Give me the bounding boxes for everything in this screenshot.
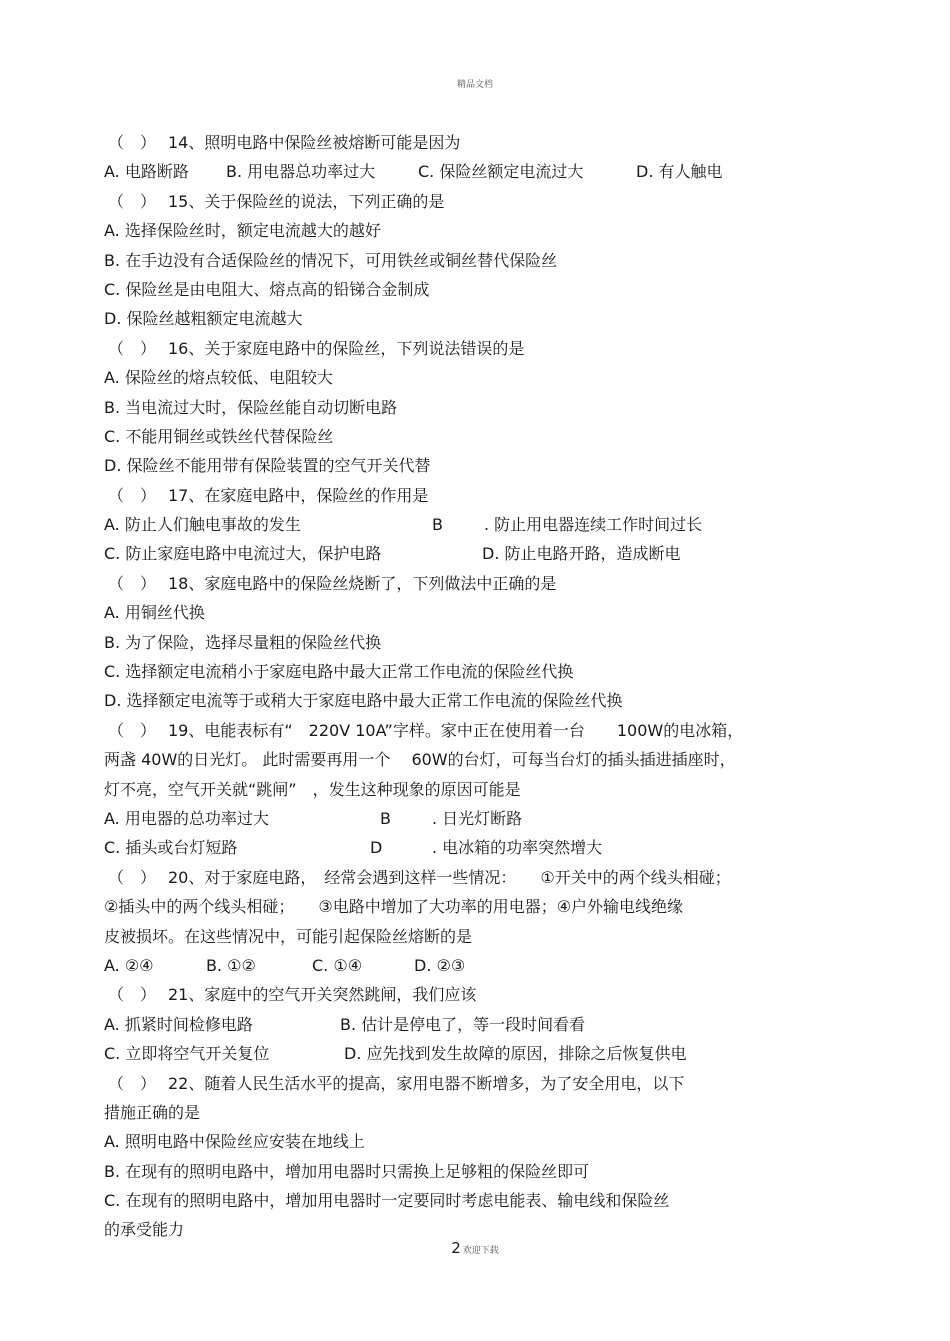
option-row [104, 1010, 824, 1039]
option-text: B [432, 515, 443, 535]
text-line: C. 不能用铜丝或铁丝代替保险丝 [104, 426, 334, 446]
option-row [104, 951, 824, 980]
question-text: 17、在家庭电路中，保险丝的作用是 [168, 485, 429, 505]
text-line: A. 用铜丝代换 [104, 603, 205, 623]
question-stem [104, 481, 824, 510]
text-line: D. 选择额定电流等于或稍大于家庭电路中最大正常工作电流的保险丝代换 [104, 691, 623, 711]
option-row [104, 1039, 824, 1068]
option-text: D. 有人触电 [636, 162, 723, 182]
option-text: A. 电路断路 [104, 162, 189, 182]
question-text: 16、关于家庭电路中的保险丝，下列说法错误的是 [168, 338, 525, 358]
question-stem [104, 716, 824, 745]
option-text: D. 防止电路开路，造成断电 [482, 544, 681, 564]
text-line: C. 选择额定电流稍小于家庭电路中最大正常工作电流的保险丝代换 [104, 662, 574, 682]
text-line: C. 在现有的照明电路中，增加用电器时一定要同时考虑电能表、输电线和保险丝 [104, 1191, 670, 1211]
option-text: A. 抓紧时间检修电路 [104, 1014, 253, 1034]
question-stem [104, 863, 824, 892]
page-footer [0, 1239, 950, 1257]
text-line: 措施正确的是 [104, 1102, 201, 1122]
answer-blank: （ ） [108, 338, 157, 358]
question-stem [104, 187, 824, 216]
option-text: C. 保险丝额定电流过大 [418, 162, 584, 182]
question-text: 20、对于家庭电路， 经常会遇到这样一些情况： ①开关中的两个线头相碰； [168, 867, 731, 887]
text-line: 灯不亮，空气开关就“跳闸” ，发生这种现象的原因可能是 [104, 779, 521, 799]
text-line: 皮被损坏。在这些情况中，可能引起保险丝熔断的是 [104, 926, 473, 946]
option-text: . 电冰箱的功率突然增大 [432, 838, 603, 858]
option-text: . 日光灯断路 [432, 808, 523, 828]
option-text: C. 防止家庭电路中电流过大，保护电路 [104, 544, 382, 564]
answer-blank: （ ） [108, 867, 157, 887]
option-text: D. ②③ [414, 955, 466, 975]
answer-blank: （ ） [108, 985, 157, 1005]
question-text: 22、随着人民生活水平的提高，家用电器不断增多，为了安全用电，以下 [168, 1073, 685, 1093]
question-stem [104, 334, 824, 363]
question-stem [104, 569, 824, 598]
text-line: B. 在手边没有合适保险丝的情况下，可用铁丝或铜丝替代保险丝 [104, 250, 558, 270]
answer-blank: （ ） [108, 191, 157, 211]
text-line: B. 在现有的照明电路中，增加用电器时只需换上足够粗的保险丝即可 [104, 1161, 590, 1181]
text-line: 的承受能力 [104, 1220, 185, 1240]
option-text: C. 立即将空气开关复位 [104, 1044, 270, 1064]
text-line: B. 为了保险，选择尽量粗的保险丝代换 [104, 632, 382, 652]
question-text: 14、照明电路中保险丝被熔断可能是因为 [168, 133, 461, 152]
answer-blank: （ ） [108, 573, 157, 593]
page-header: 精品文档 [456, 80, 493, 90]
page-number: 2 [451, 1239, 461, 1257]
question-text: 18、家庭电路中的保险丝烧断了，下列做法中正确的是 [168, 573, 557, 593]
option-text: D [370, 838, 383, 858]
option-row [104, 539, 824, 568]
option-text: C. 插头或台灯短路 [104, 838, 238, 858]
question-stem [104, 980, 824, 1009]
option-row [104, 804, 824, 833]
option-text: D. 应先找到发生故障的原因，排除之后恢复供电 [344, 1044, 687, 1064]
answer-blank: （ ） [108, 1073, 157, 1093]
answer-blank: （ ） [108, 485, 157, 505]
option-text: . 防止用电器连续工作时间过长 [484, 515, 703, 535]
text-line: 两盏 40W的日光灯。 此时需要再用一个 60W的台灯，可每当台灯的插头插进插座时， [104, 750, 736, 770]
text-line: A. 照明电路中保险丝应安装在地线上 [104, 1132, 365, 1152]
question-text: 15、关于保险丝的说法，下列正确的是 [168, 191, 445, 211]
text-line: B. 当电流过大时，保险丝能自动切断电路 [104, 397, 398, 417]
document-body [104, 128, 824, 1245]
option-text: B. 用电器总功率过大 [226, 162, 376, 182]
option-row [104, 157, 824, 186]
footer-text: 欢迎下载 [462, 1246, 499, 1256]
option-text: A. ②④ [104, 955, 154, 975]
option-text: C. ①④ [312, 955, 363, 975]
option-text: B. 估计是停电了，等一段时间看看 [340, 1014, 586, 1034]
text-line: D. 保险丝不能用带有保险装置的空气开关代替 [104, 456, 431, 476]
question-stem [104, 1069, 824, 1098]
question-stem [104, 128, 824, 157]
answer-blank: （ ） [108, 720, 157, 740]
text-line: A. 保险丝的熔点较低、电阻较大 [104, 368, 333, 388]
text-line: C. 保险丝是由电阻大、熔点高的铅锑合金制成 [104, 279, 430, 299]
question-text: 19、电能表标有“ 220V 10A”字样。家中正在使用着一台 100W的电冰箱， [168, 720, 744, 740]
question-text: 21、家庭中的空气开关突然跳闸，我们应该 [168, 985, 477, 1005]
answer-blank: （ ） [108, 133, 157, 152]
option-row [104, 510, 824, 539]
option-row [104, 833, 824, 862]
text-line: ②插头中的两个线头相碰； ③电路中增加了大功率的用电器；④户外输电线绝缘 [104, 897, 684, 917]
option-text: B [380, 808, 391, 828]
option-text: A. 用电器的总功率过大 [104, 808, 269, 828]
text-line: D. 保险丝越粗额定电流越大 [104, 309, 303, 329]
option-text: B. ①② [206, 955, 256, 975]
text-line: A. 选择保险丝时，额定电流越大的越好 [104, 221, 381, 241]
option-text: A. 防止人们触电事故的发生 [104, 515, 301, 535]
